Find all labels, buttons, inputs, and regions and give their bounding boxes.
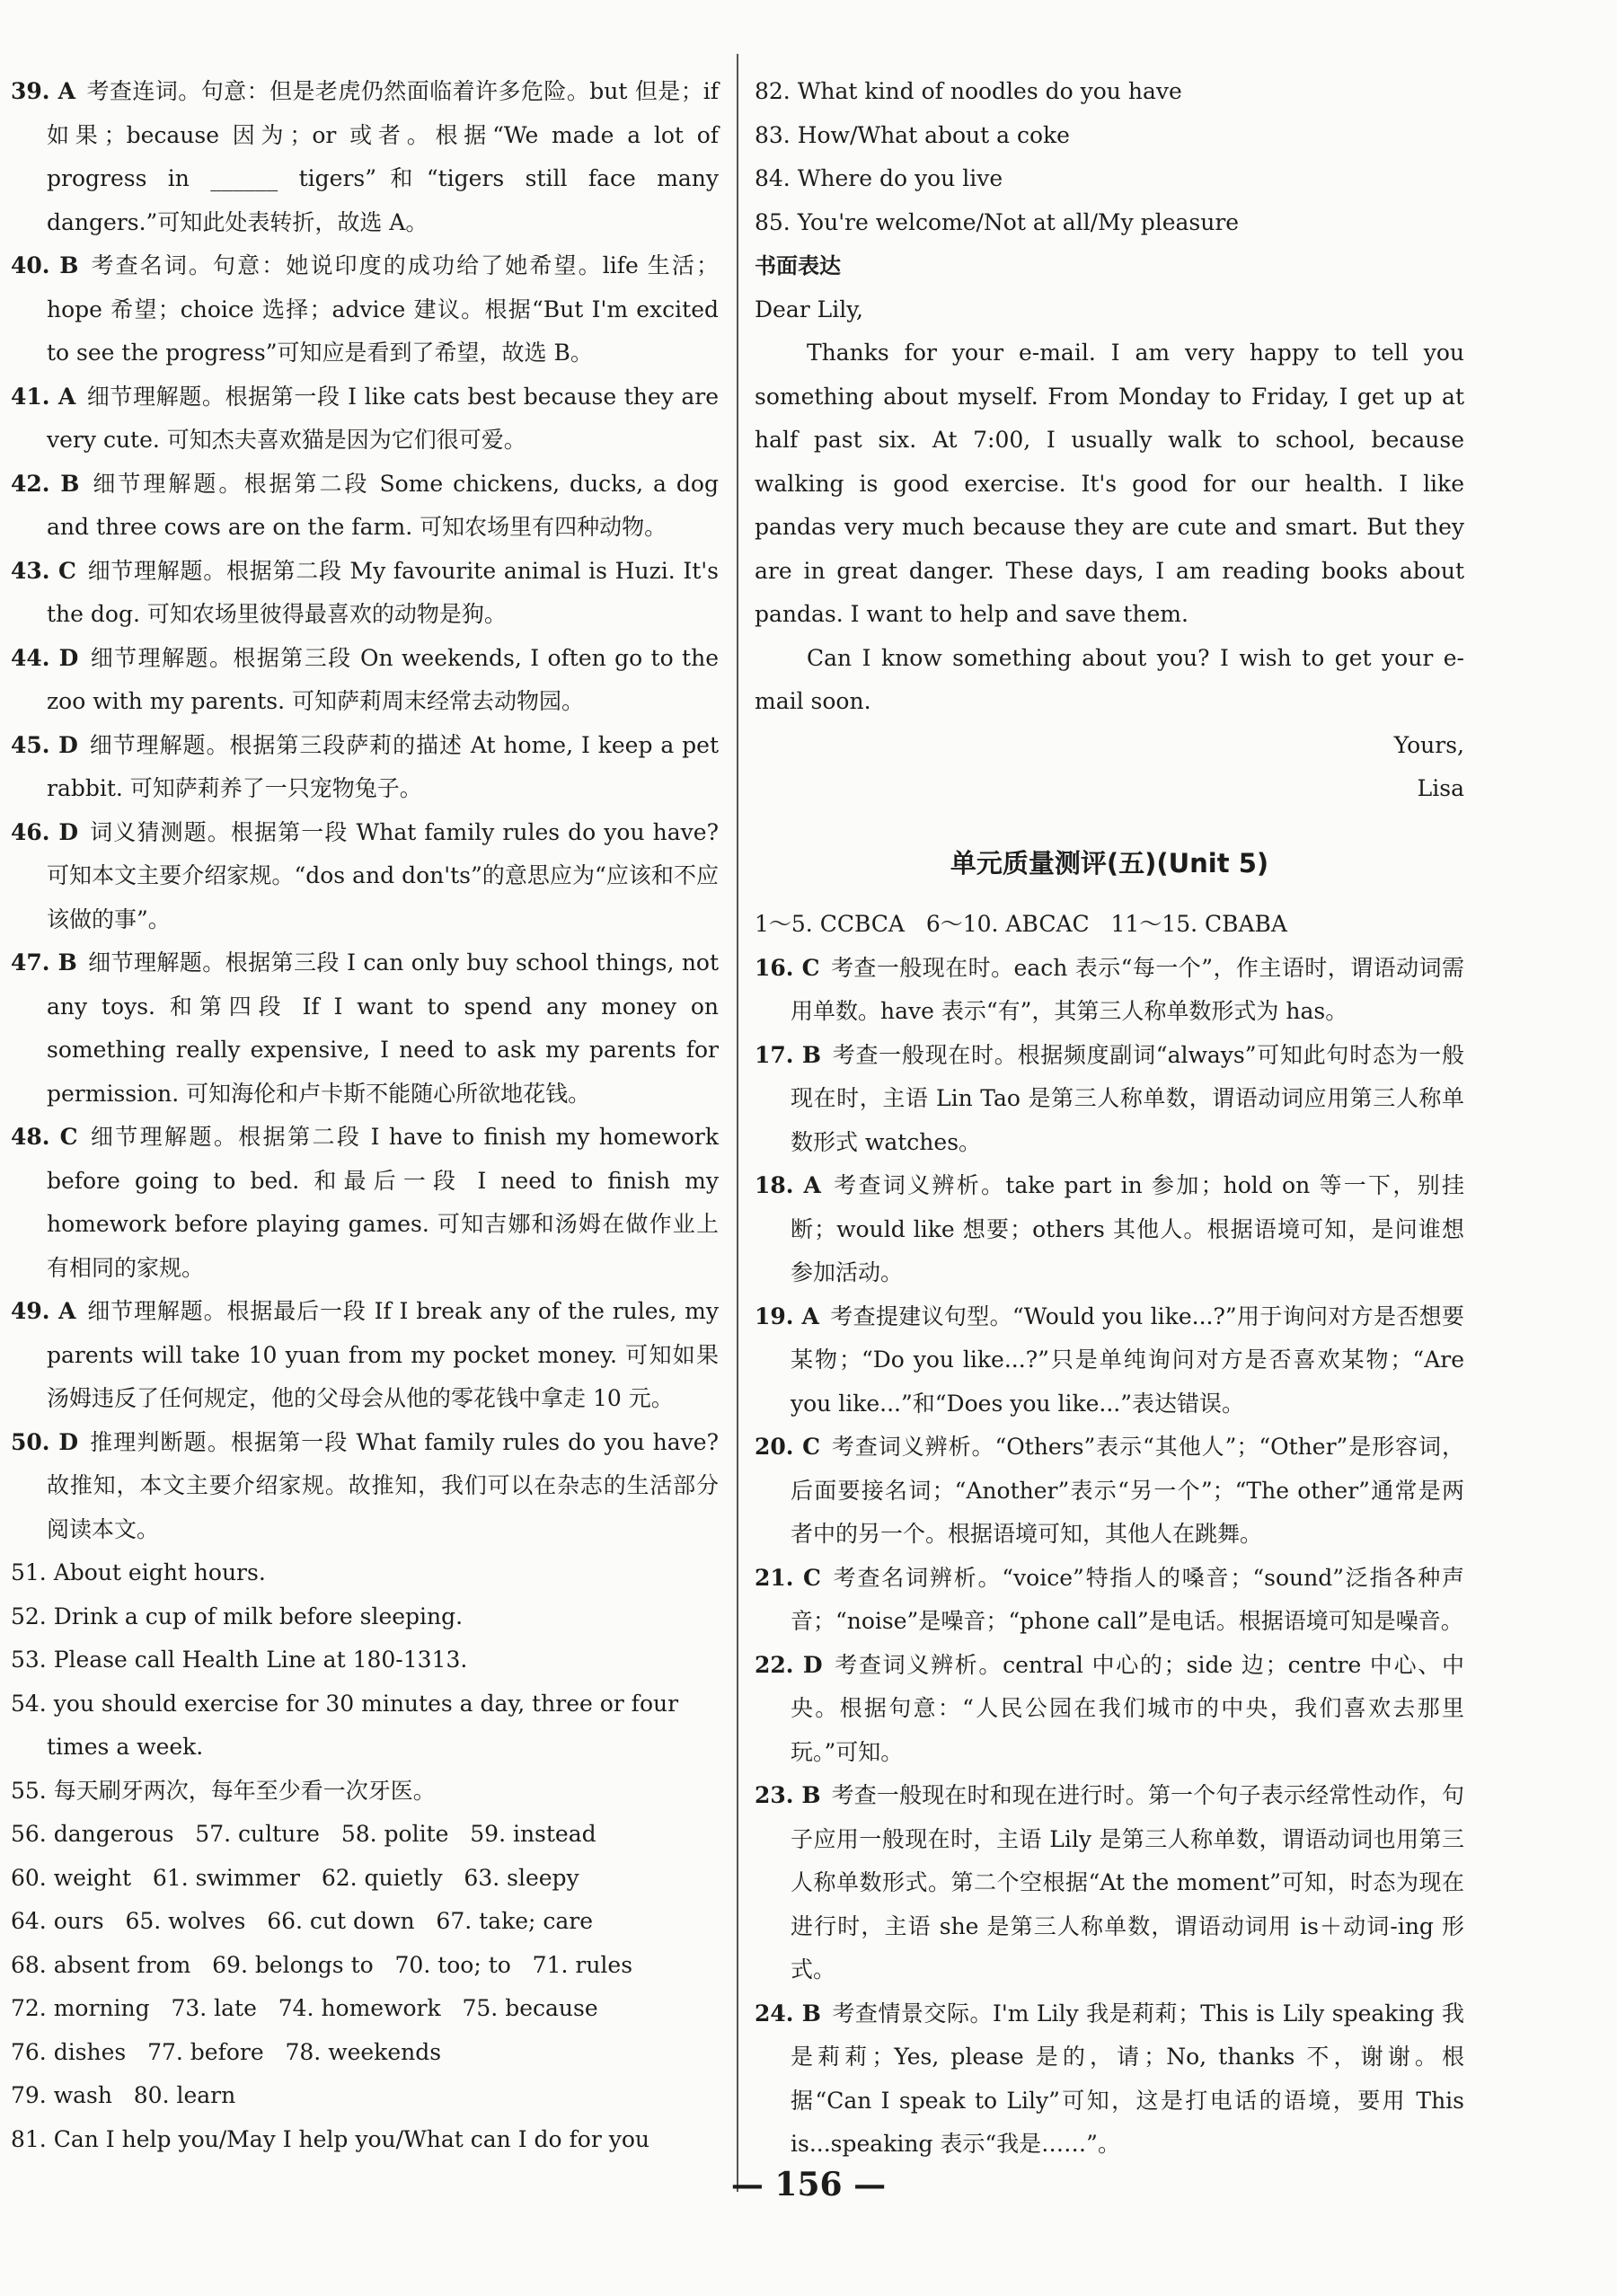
right-items: [755, 947, 1464, 2167]
answer-line: 84. Where do you live: [755, 165, 1003, 191]
answer-explanation: 细节理解题。根据第三段萨莉的描述 At home, I keep a pet rabbit. 可知萨莉养了一只宠物兔子。: [47, 731, 720, 801]
answer-number: 46. D: [11, 818, 79, 845]
answer-item: [11, 1116, 719, 1290]
answer-item: [11, 811, 719, 942]
left-items: [11, 70, 719, 1551]
answer-explanation: 细节理解题。根据最后一段 If I break any of the rules, my parents will take 10 yuan from my pocket money. 可知如果汤姆违反了任何规定，他的父母会从他的零花钱中拿走 10 元。: [47, 1298, 719, 1411]
answer-item: [11, 1421, 719, 1552]
writing-paragraph-1: Thanks for your e-mail. I am very happy to tell you something about myself. From Monday to Friday, I get up at half past six. At 7:00, I usually walk to school, because walking is good exercise. It's good for our health. I like pandas very much because they are cute and smart. But they are in great danger. These days, I am reading books about pandas. I want to help and save them.: [755, 340, 1464, 627]
answer-item: [11, 463, 719, 550]
writing-heading: 书面表达: [755, 253, 841, 278]
answer-line: 83. How/What about a coke: [755, 121, 1070, 148]
answer-item: [11, 550, 719, 637]
answer-number: 42. B: [11, 470, 80, 497]
answer-item: [11, 244, 719, 375]
answer-explanation: 词义猜测题。根据第一段 What family rules do you have? 可知本文主要介绍家规。“dos and don'ts”的意思应为“应该和不应该做的事”。: [47, 818, 719, 932]
writing-paragraph-2: Can I know something about you? I wish to get your e-mail soon.: [755, 644, 1464, 714]
answer-explanation: 考查连词。句意：但是老虎仍然面临着许多危险。but 但是；if 如果；because 因为；or 或者。根据“We made a lot of progress in ______ tigers”和“tigers still face many dangers.”可知此处表转折，故选 A。: [47, 78, 719, 235]
answer-explanation: 考查情景交际。I'm Lily 我是莉莉；This is Lily speaking 我是莉莉；Yes, please 是的，请；No, thanks 不，谢谢。根据“Can I speak to Lily”可知，这是打电话的语境，要用 This is...speaking 表示“我是……”。: [791, 2000, 1465, 2157]
answer-number: 43. C: [11, 557, 76, 584]
answer-explanation: 考查词义辨析。“Others”表示“其他人”；“Other”是形容词，后面要接名词；“Another”表示“另一个”；“The other”通常是两者中的另一个。根据语境可知，其他人在跳舞。: [791, 1434, 1464, 1547]
answer-explanation: 细节理解题。根据第三段 I can only buy school things, not any toys. 和第四段 If I want to spend any money on something really expensive, I need to ask my parents for permission. 可知海伦和卢卡斯不能随心所欲地花钱。: [47, 949, 720, 1107]
answer-number: 16. C: [755, 954, 820, 981]
left-column: [11, 70, 719, 2161]
writing-signature: Lisa: [1417, 775, 1464, 801]
answer-number: 22. D: [755, 1651, 823, 1678]
answer-item: [755, 1557, 1464, 1644]
answer-number: 41. A: [11, 383, 76, 410]
answer-item: [755, 1034, 1464, 1165]
answer-item: [11, 1290, 719, 1421]
right-answers: [755, 70, 1464, 244]
answer-explanation: 考查词义辨析。take part in 参加；hold on 等一下，别挂断；would like 想要；others 其他人。根据语境可知，是问谁想参加活动。: [791, 1172, 1464, 1285]
answer-explanation: 考查词义辨析。central 中心的；side 边；centre 中心、中央。根据句意：“人民公园在我们城市的中央，我们喜欢去那里玩。”可知。: [791, 1651, 1464, 1765]
right-column: [755, 70, 1464, 2167]
answer-number: 50. D: [11, 1428, 79, 1455]
answer-number: 49. A: [11, 1298, 76, 1324]
answer-explanation: 考查名词辨析。“voice”特指人的嗓音；“sound”泛指各种声音；“noise”是噪音；“phone call”是电话。根据语境可知是噪音。: [791, 1564, 1464, 1634]
answer-number: 21. C: [755, 1564, 821, 1591]
writing-closing: Yours,: [1393, 731, 1464, 758]
answer-number: 44. D: [11, 644, 79, 671]
answer-item: [755, 1164, 1464, 1295]
answer-number: 40. B: [11, 252, 79, 278]
answer-line: 68. absent from 69. belongs to 70. too; to 71. rules: [11, 1951, 633, 1978]
answer-item: [755, 1644, 1464, 1775]
answer-number: 17. B: [755, 1041, 822, 1068]
quick-answers: 1～5. CCBCA 6～10. ABCAC 11～15. CBABA: [755, 911, 1287, 937]
answer-number: 20. C: [755, 1434, 821, 1460]
answer-item: [11, 375, 719, 463]
answer-line: 60. weight 61. swimmer 62. quietly 63. sleepy: [11, 1864, 579, 1891]
answer-line: 64. ours 65. wolves 66. cut down 67. take; care: [11, 1908, 594, 1934]
answer-line: 52. Drink a cup of milk before sleeping.: [11, 1603, 464, 1629]
section-title: 单元质量测评(五)(Unit 5): [950, 847, 1269, 879]
answer-explanation: 细节理解题。根据第二段 I have to finish my homework before going to bed. 和最后一段 I need to finish my homework before playing games. 可知吉娜和汤姆在做作业上有相同的家规。: [47, 1124, 719, 1281]
answer-explanation: 细节理解题。根据第三段 On weekends, I often go to the zoo with my parents. 可知萨莉周末经常去动物园。: [47, 644, 719, 714]
answer-explanation: 考查名词。句意：她说印度的成功给了她希望。life 生活；hope 希望；choice 选择；advice 建议。根据“But I'm excited to see the progress”可知应是看到了希望，故选 B。: [47, 252, 719, 366]
answer-line: 81. Can I help you/May I help you/What can I do for you: [11, 2125, 650, 2152]
answer-line: 53. Please call Health Line at 180-1313.: [11, 1647, 468, 1673]
answer-line: 51. About eight hours.: [11, 1559, 266, 1585]
answer-item: [755, 1295, 1464, 1426]
answer-item: [11, 637, 719, 724]
column-divider: [737, 54, 738, 2192]
answer-number: 45. D: [11, 731, 78, 758]
answer-number: 39. A: [11, 78, 76, 104]
answer-line: 79. wash 80. learn: [11, 2082, 236, 2108]
answer-item: [755, 1774, 1464, 1992]
answer-explanation: 考查一般现在时和现在进行时。第一个句子表示经常性动作，句子应用一般现在时，主语 Lily 是第三人称单数，谓语动词也用第三人称单数形式。第二个空根据“At the moment”可知，时态为现在进行时，主语 she 是第三人称单数，谓语动词用 is＋动词-ing 形式。: [791, 1782, 1464, 1983]
answer-item: [755, 947, 1464, 1034]
answer-line: 72. morning 73. late 74. homework 75. because: [11, 1995, 598, 2021]
answer-item: [755, 1992, 1464, 2167]
answer-line: 85. You're welcome/Not at all/My pleasure: [755, 208, 1240, 235]
answer-number: 18. A: [755, 1172, 821, 1198]
page-number: — 156 —: [730, 2166, 887, 2203]
answer-explanation: 细节理解题。根据第二段 My favourite animal is Huzi. It's the dog. 可知农场里彼得最喜欢的动物是狗。: [47, 557, 719, 627]
left-answers: [11, 1551, 719, 2161]
answer-explanation: 考查提建议句型。“Would you like...?”用于询问对方是否想要某物；“Do you like...?”只是单纯询问对方是否喜欢某物；“Are you like...”和“Does you like...”表达错误。: [791, 1303, 1465, 1417]
answer-explanation: 推理判断题。根据第一段 What family rules do you have? 故推知，本文主要介绍家规。故推知，我们可以在杂志的生活部分阅读本文。: [47, 1428, 719, 1542]
answer-item: [11, 70, 719, 244]
answer-number: 48. C: [11, 1124, 78, 1150]
answer-number: 19. A: [755, 1303, 819, 1329]
answer-explanation: 细节理解题。根据第二段 Some chickens, ducks, a dog and three cows are on the farm. 可知农场里有四种动物。: [47, 470, 719, 540]
answer-explanation: 考查一般现在时。根据频度副词“always”可知此句时态为一般现在时，主语 Lin Tao 是第三人称单数，谓语动词应用第三人称单数形式 watches。: [791, 1041, 1465, 1155]
answer-item: [11, 724, 719, 811]
answer-line: 82. What kind of noodles do you have: [755, 78, 1182, 104]
answer-item: [755, 1426, 1464, 1557]
answer-explanation: 细节理解题。根据第一段 I like cats best because they are very cute. 可知杰夫喜欢猫是因为它们很可爱。: [47, 383, 719, 453]
answer-line: 56. dangerous 57. culture 58. polite 59. instead: [11, 1821, 596, 1847]
answer-number: 24. B: [755, 2000, 821, 2027]
answer-number: 47. B: [11, 949, 77, 976]
answer-number: 23. B: [755, 1782, 821, 1808]
answer-line: 55. 每天刷牙两次，每年至少看一次牙医。: [11, 1777, 436, 1804]
answer-item: [11, 941, 719, 1116]
answer-line: 76. dishes 77. before 78. weekends: [11, 2038, 442, 2065]
writing-salutation: Dear Lily,: [755, 296, 863, 322]
answer-explanation: 考查一般现在时。each 表示“每一个”，作主语时，谓语动词需用单数。have 表示“有”，其第三人称单数形式为 has。: [791, 954, 1464, 1024]
answer-line: 54. you should exercise for 30 minutes a day, three or four times a week.: [11, 1690, 685, 1760]
